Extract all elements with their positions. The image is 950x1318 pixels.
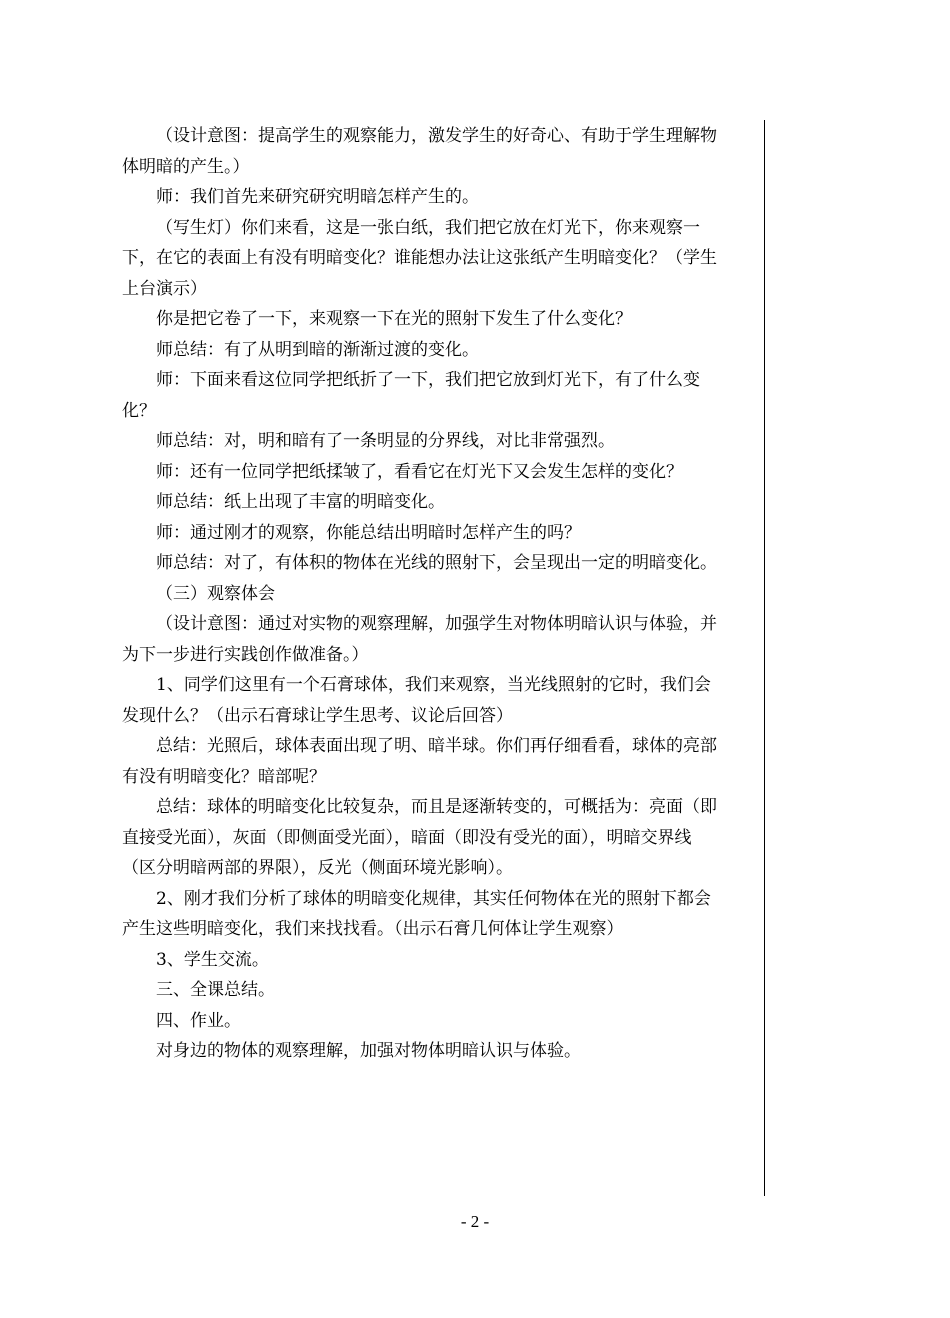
paragraph-summary-rich: 师总结：纸上出现了丰富的明暗变化。 <box>156 492 445 512</box>
paragraph-student-exchange: 3、学生交流。 <box>156 949 269 970</box>
document-body <box>122 121 718 1067</box>
page-number: - 2 - <box>460 1212 490 1231</box>
paragraph-summary-volume: 师总结：对了，有体积的物体在光线的照射下，会呈现出一定的明暗变化。 <box>156 553 717 573</box>
paragraph-design-intent-1: （设计意图：提高学生的观察能力，激发学生的好奇心、有助于学生理解物体明暗的产生。） <box>122 126 717 177</box>
paragraph-teacher-intro: 师：我们首先来研究研究明暗怎样产生的。 <box>156 187 479 207</box>
paragraph-summary-gradient: 师总结：有了从明到暗的渐渐过渡的变化。 <box>156 339 479 360</box>
section-heading-observe: （三）观察体会 <box>156 583 275 604</box>
paragraph-rolled-paper: 你是把它卷了一下，来观察一下在光的照射下发生了什么变化？ <box>156 309 632 329</box>
paragraph-question-origin: 师：通过刚才的观察，你能总结出明暗时怎样产生的吗？ <box>156 522 581 543</box>
paragraph-geometric-bodies: 2、刚才我们分析了球体的明暗变化规律，其实任何物体在光的照射下都会产生这些明暗变化，我们来找找看。（出示石膏几何体让学生观察） <box>122 888 711 939</box>
paragraph-summary-five-tones: 总结：球体的明暗变化比较复杂，而且是逐渐转变的，可概括为：亮面（即直接受光面），灰面（即侧面受光面），暗面（即没有受光的面），明暗交界线（区分明暗两部的界限），反光（侧面环境光影响）。 <box>122 797 717 878</box>
paragraph-white-paper: （写生灯）你们来看，这是一张白纸，我们把它放在灯光下，你来观察一下，在它的表面上有没有明暗变化？谁能想办法让这张纸产生明暗变化？（学生上台演示） <box>122 217 717 299</box>
paragraph-summary-boundary: 师总结：对，明和暗有了一条明显的分界线，对比非常强烈。 <box>156 431 615 451</box>
section-heading-summary: 三、全课总结。 <box>156 980 275 1000</box>
margin-rule <box>764 120 765 1196</box>
section-heading-homework: 四、作业。 <box>156 1010 241 1031</box>
paragraph-crumpled-paper: 师：还有一位同学把纸揉皱了，看看它在灯光下又会发生怎样的变化？ <box>156 461 683 482</box>
paragraph-design-intent-2: （设计意图：通过对实物的观察理解，加强学生对物体明暗认识与体验，并为下一步进行实践创作做准备。） <box>122 614 717 665</box>
paragraph-plaster-sphere: 1、同学们这里有一个石膏球体，我们来观察，当光线照射的它时，我们会发现什么？（出示石膏球让学生思考、议论后回答） <box>122 675 711 726</box>
paragraph-folded-paper: 师：下面来看这位同学把纸折了一下，我们把它放到灯光下，有了什么变化？ <box>122 370 700 421</box>
paragraph-homework: 对身边的物体的观察理解，加强对物体明暗认识与体验。 <box>156 1041 581 1061</box>
paragraph-summary-hemispheres: 总结：光照后，球体表面出现了明、暗半球。你们再仔细看看，球体的亮部有没有明暗变化？暗部呢？ <box>122 736 717 787</box>
